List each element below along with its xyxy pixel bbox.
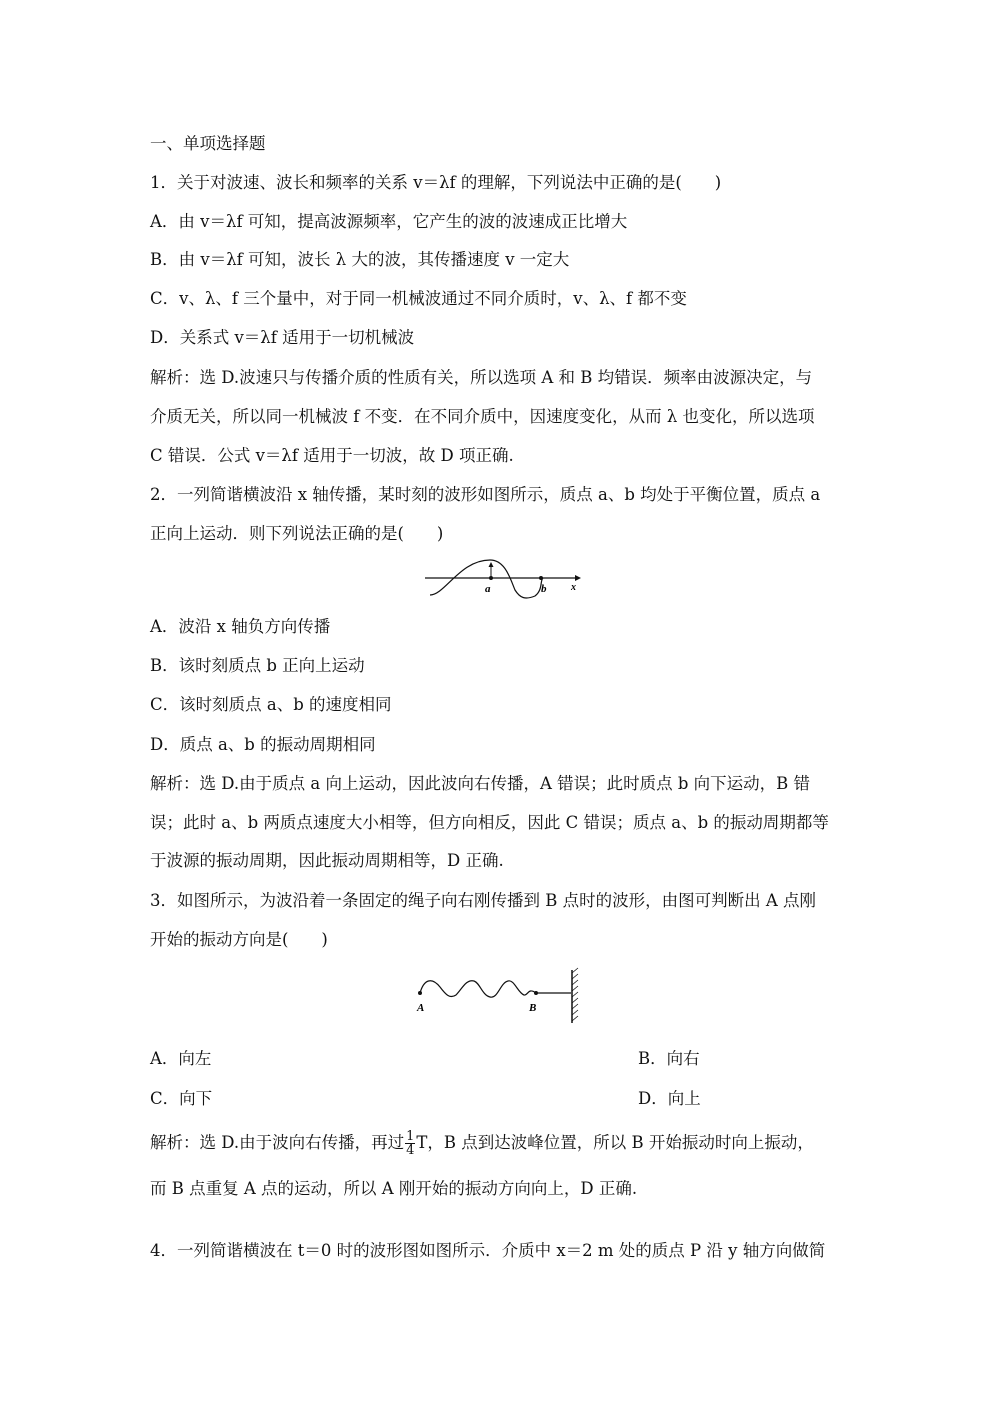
section-title: 一、单项选择题 [150,134,266,153]
question-2-option-d: D．质点 a、b 的振动周期相同 [150,735,376,754]
question-3-option-c: C．向下 [150,1089,213,1108]
question-2-analysis-line-3: 于波源的振动周期，因此振动周期相等，D 正确. [150,851,504,870]
question-1-analysis-line-3: C 错误．公式 v＝λf 适用于一切波，故 D 项正确. [150,446,514,465]
analysis-text-after-fraction: T，B 点到达波峰位置，所以 B 开始振动时向上振动， [416,1133,814,1152]
question-2-analysis-line-2: 误；此时 a、b 两质点速度大小相等，但方向相反，因此 C 错误；质点 a、b 的振动周期都等 [150,813,829,832]
wave-figure-q2 [415,550,585,602]
rope-wave [420,981,536,997]
label-x: x [571,582,576,593]
velocity-arrow-head [489,562,494,567]
question-2-stem-line-1: 2．一列简谐横波沿 x 轴传播，某时刻的波形如图所示，质点 a、b 均处于平衡位置，质点 a [150,485,821,504]
label-B: B [529,1002,537,1014]
question-1-option-d: D．关系式 v＝λf 适用于一切机械波 [150,328,415,347]
question-3-analysis-line-1 [150,1130,814,1157]
fraction-one-quarter [405,1130,415,1157]
fraction-numerator: 1 [406,1129,415,1144]
question-2-option-c: C．该时刻质点 a、b 的速度相同 [150,695,392,714]
question-1-option-a: A．由 v＝λf 可知，提高波源频率，它产生的波的波速成正比增大 [150,212,628,231]
question-3-option-b: B．向右 [638,1049,700,1068]
x-axis-arrow [575,575,581,581]
question-3-option-a: A．向左 [150,1049,212,1068]
point-b [539,576,543,580]
question-1-analysis-line-1: 解析：选 D.波速只与传播介质的性质有关，所以选项 A 和 B 均错误．频率由波源决定，与 [150,368,813,387]
question-1-stem: 1．关于对波速、波长和频率的关系 v＝λf 的理解，下列说法中正确的是( ) [150,173,722,192]
question-3-stem-line-2: 开始的振动方向是( ) [150,930,328,949]
question-2-stem-line-2: 正向上运动．则下列说法正确的是( ) [150,524,444,543]
question-4-stem: 4．一列简谐横波在 t＝0 时的波形图如图所示．介质中 x＝2 m 处的质点 P 沿 y 轴方向做简 [150,1241,826,1260]
question-2-option-a: A．波沿 x 轴负方向传播 [150,617,331,636]
question-2-option-b: B．该时刻质点 b 正向上运动 [150,656,365,675]
label-a: a [485,583,491,595]
fraction-denominator: 4 [406,1143,415,1158]
wall-hatching [572,968,578,1021]
question-2-analysis-line-1: 解析：选 D.由于质点 a 向上运动，因此波向右传播，A 错误；此时质点 b 向下运动，B 错 [150,774,811,793]
question-3-option-d: D．向上 [638,1089,701,1108]
rope-wave-figure-q3 [410,965,585,1027]
question-3-analysis-line-2: 而 B 点重复 A 点的运动，所以 A 刚开始的振动方向向上，D 正确. [150,1179,638,1198]
question-1-option-c: C．v、λ、f 三个量中，对于同一机械波通过不同介质时，v、λ、f 都不变 [150,289,687,308]
label-b: b [541,583,547,595]
question-1-option-b: B．由 v＝λf 可知，波长 λ 大的波，其传播速度 v 一定大 [150,250,570,269]
question-1-analysis-line-2: 介质无关，所以同一机械波 f 不变．在不同介质中，因速度变化，从而 λ 也变化，所以选项 [150,407,815,426]
analysis-text-before-fraction: 解析：选 D.由于波向右传播，再过 [150,1133,405,1152]
point-A [418,991,422,995]
label-A: A [417,1002,425,1014]
question-3-stem-line-1: 3．如图所示，为波沿着一条固定的绳子向右刚传播到 B 点时的波形，由图可判断出 A 点刚 [150,891,817,910]
